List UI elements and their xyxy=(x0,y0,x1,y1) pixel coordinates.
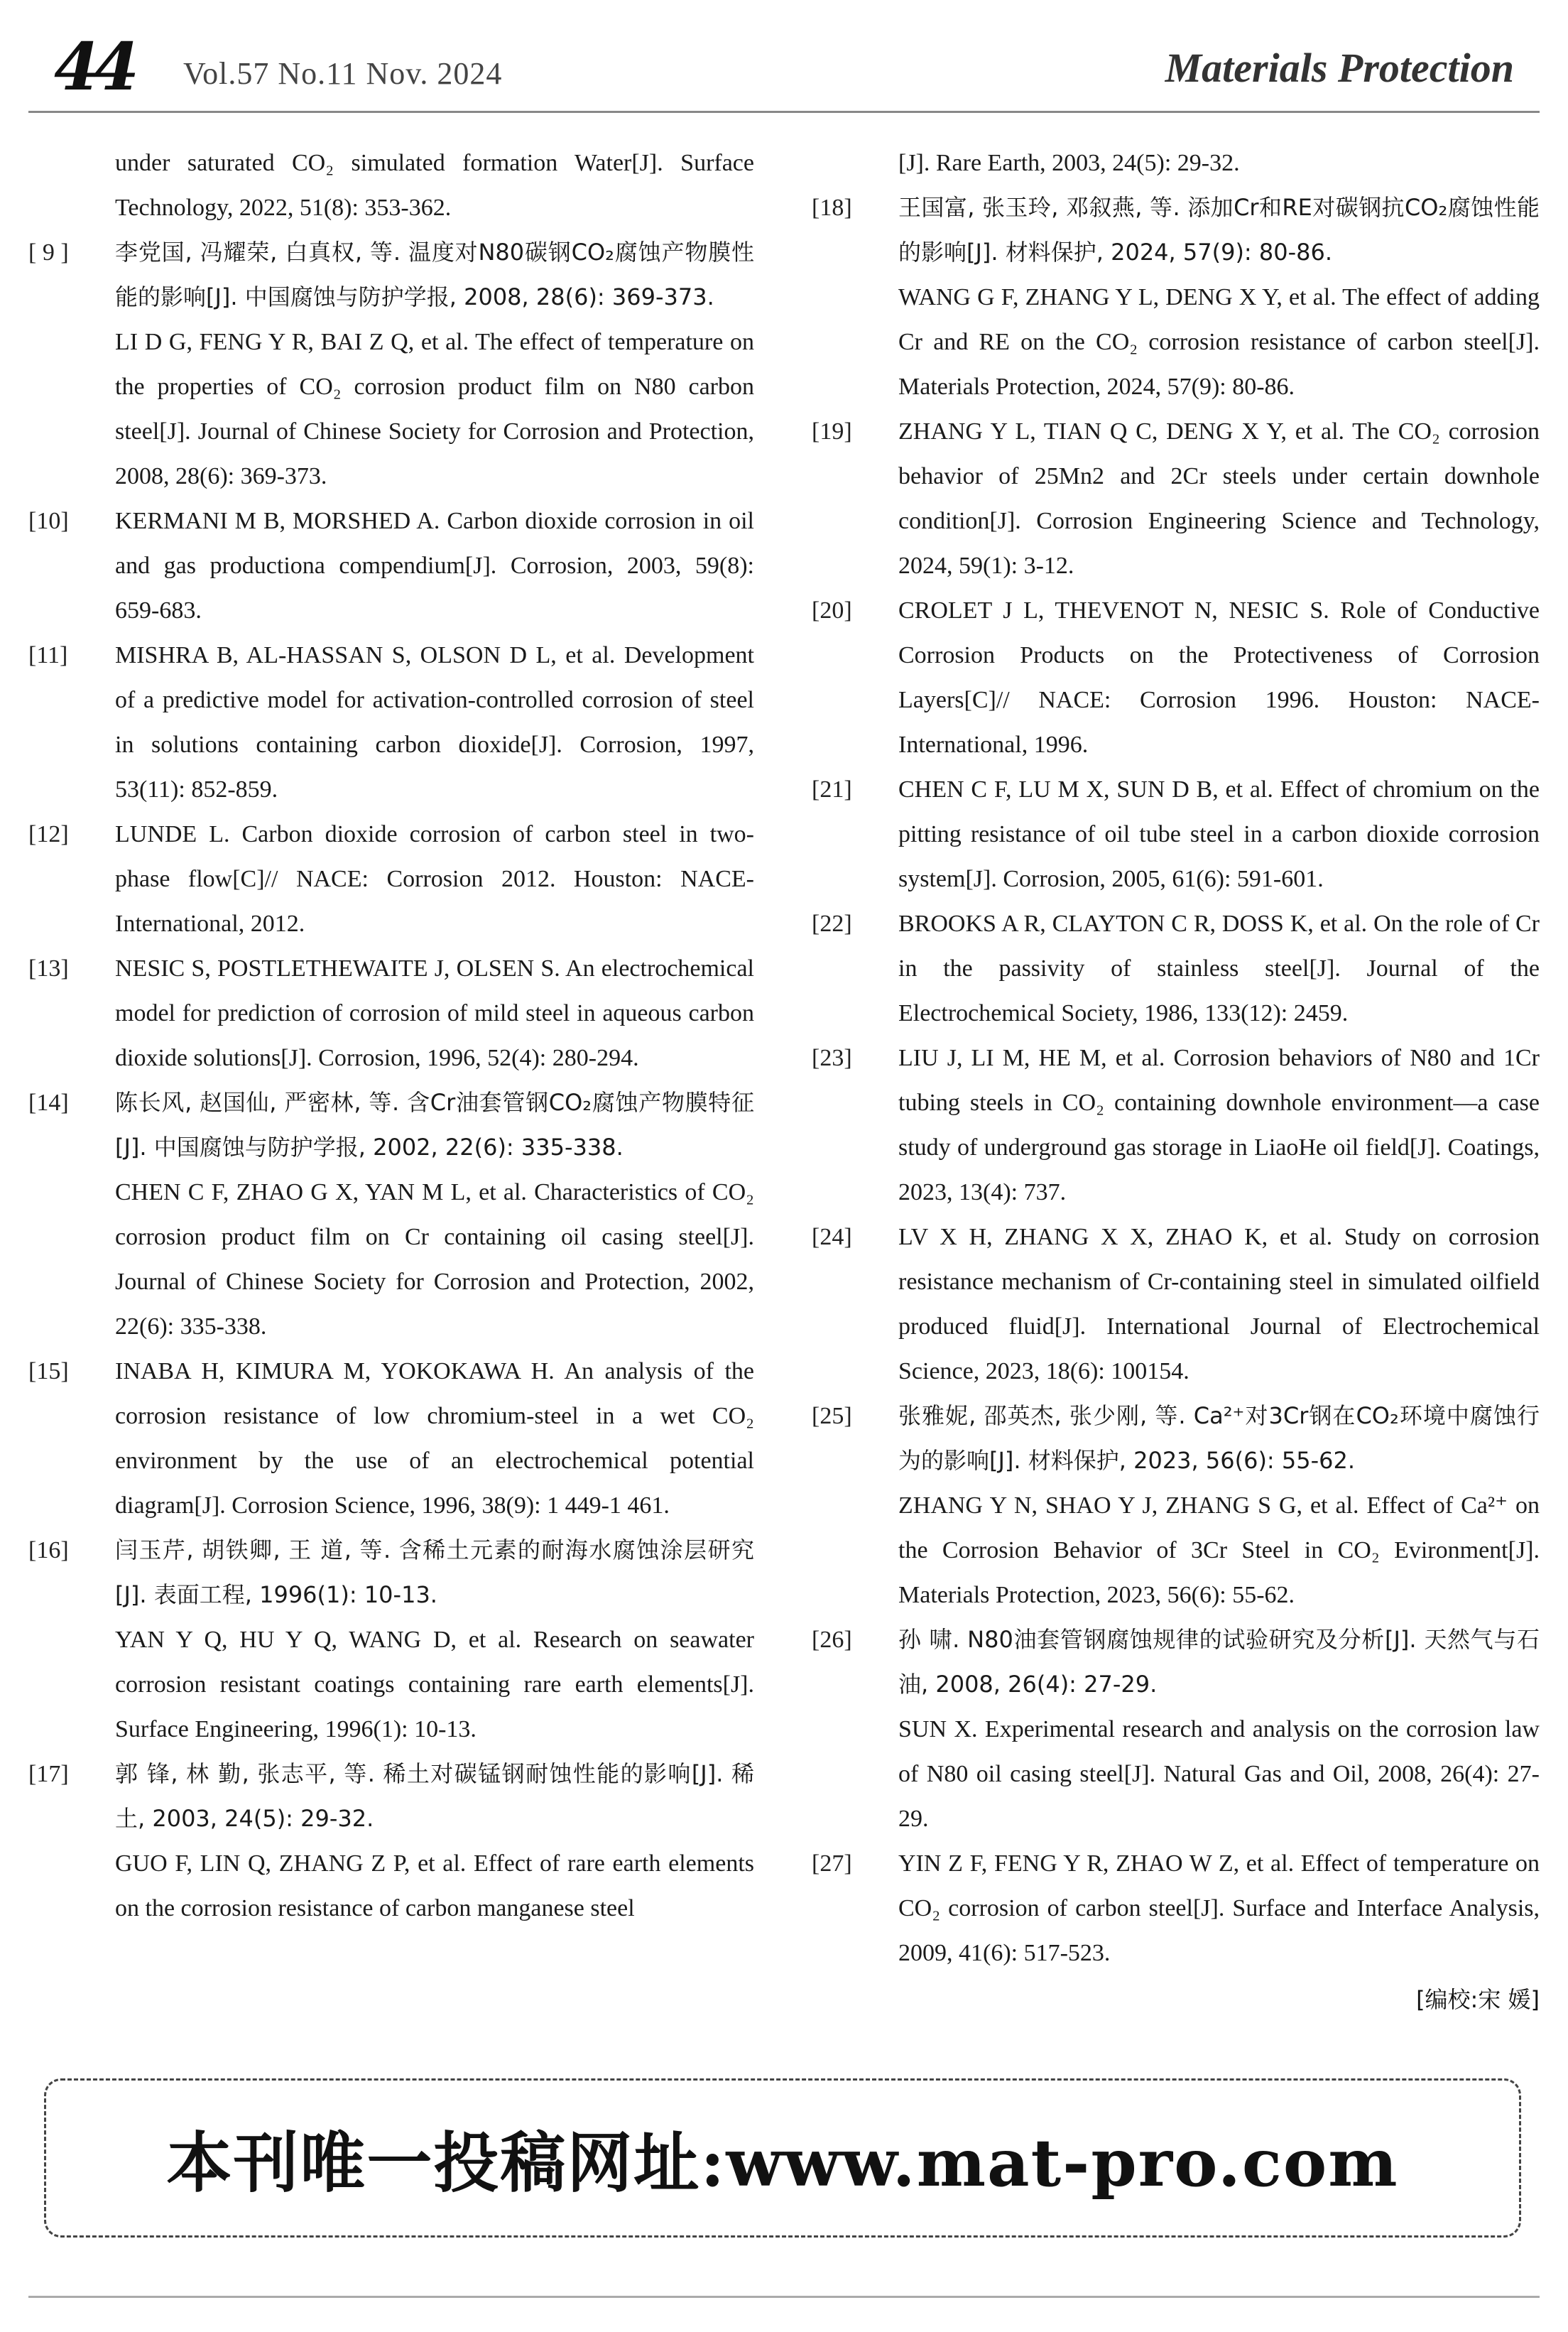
reference-text-english: YIN Z F, FENG Y R, ZHAO W Z, et al. Effect of temperature on CO₂ corrosion of carbon steel[J]. Surface and Interface Analysis, 2009, 41(6): 517-523. xyxy=(898,1850,1540,1966)
reference-entry xyxy=(812,1215,1540,1394)
reference-entry xyxy=(28,1528,754,1752)
reference-text-chinese: 张雅妮, 邵英杰, 张少刚, 等. Ca²⁺对3Cr钢在CO₂环境中腐蚀行为的影响[J]. 材料保护, 2023, 56(6): 55-62. xyxy=(898,1402,1540,1474)
reference-number: [17] xyxy=(28,1761,69,1787)
references-right-column xyxy=(812,141,1540,2021)
reference-text-chinese: 郭 锋, 林 勤, 张志平, 等. 稀土对碳锰钢耐蚀性能的影响[J]. 稀土, 2003, 24(5): 29-32. xyxy=(115,1760,754,1832)
reference-text-english: [J]. Rare Earth, 2003, 24(5): 29-32. xyxy=(898,150,1240,176)
issue-info: Vol.57 No.11 Nov. 2024 xyxy=(183,56,503,91)
header-divider xyxy=(28,111,1540,113)
reference-text-english: NESIC S, POSTLETHEWAITE J, OLSEN S. An electrochemical model for prediction of corrosion of mild steel in aqueous carbon dioxide solutions[J]. Corrosion, 1996, 52(4): 280-294. xyxy=(115,955,754,1071)
reference-text-chinese: 王国富, 张玉玲, 邓叙燕, 等. 添加Cr和RE对碳钢抗CO₂腐蚀性能的影响[J]. 材料保护, 2024, 57(9): 80-86. xyxy=(898,194,1540,266)
reference-number: [13] xyxy=(28,955,69,982)
reference-entry xyxy=(812,901,1540,1036)
reference-number: [23] xyxy=(812,1045,852,1071)
reference-text-english: SUN X. Experimental research and analysis on the corrosion law of N80 oil casing steel[J]. Natural Gas and Oil, 2008, 26(4): 27-29. xyxy=(898,1716,1540,1832)
reference-text-english: ZHANG Y L, TIAN Q C, DENG X Y, et al. The CO₂ corrosion behavior of 25Mn2 and 2Cr steels under certain downhole condition[J]. Corrosion Engineering Science and Technology, 2024, 59(1): 3-12. xyxy=(898,418,1540,579)
reference-number: [19] xyxy=(812,418,852,445)
reference-number: [11] xyxy=(28,642,68,668)
reference-text-english: MISHRA B, AL-HASSAN S, OLSON D L, et al. Development of a predictive model for activation-controlled corrosion of steel in solutions containing carbon dioxide[J]. Corrosion, 1997, 53(11): 852-859. xyxy=(115,642,754,803)
reference-text-english: LI D G, FENG Y R, BAI Z Q, et al. The effect of temperature on the properties of CO₂ corrosion product film on N80 carbon steel[J]. Journal of Chinese Society for Corrosion and Protection, 2008, 28(6): 369-373. xyxy=(115,329,754,489)
reference-entry xyxy=(28,499,754,633)
reference-number: [24] xyxy=(812,1224,852,1250)
right-reference-list xyxy=(812,141,1540,1975)
reference-number: [26] xyxy=(812,1627,852,1653)
footer-divider xyxy=(28,2296,1540,2298)
reference-entry xyxy=(28,946,754,1080)
reference-entry xyxy=(812,1036,1540,1215)
reference-text-english: ZHANG Y N, SHAO Y J, ZHANG S G, et al. Effect of Ca²⁺ on the Corrosion Behavior of 3Cr Steel in CO₂ Evironment[J]. Materials Protection, 2023, 56(6): 55-62. xyxy=(898,1492,1540,1608)
editor-note: [编校:宋 媛] xyxy=(1416,1986,1540,2013)
reference-text-english: BROOKS A R, CLAYTON C R, DOSS K, et al. On the role of Cr in the passivity of stainless steel[J]. Journal of the Electrochemical Society, 1986, 133(12): 2459. xyxy=(898,911,1540,1026)
reference-entry xyxy=(812,1617,1540,1841)
reference-entry xyxy=(812,1841,1540,1975)
reference-number: [10] xyxy=(28,508,69,534)
reference-number: [ 9 ] xyxy=(28,239,69,266)
reference-text-english: CHEN C F, LU M X, SUN D B, et al. Effect of chromium on the pitting resistance of oil tube steel in a carbon dioxide corrosion system[J]. Corrosion, 2005, 61(6): 591-601. xyxy=(898,776,1540,892)
references-left-column xyxy=(28,141,754,1931)
reference-entry xyxy=(28,230,754,499)
reference-text-english: LUNDE L. Carbon dioxide corrosion of carbon steel in two-phase flow[C]// NACE: Corrosion 2012. Houston: NACE-International, 2012. xyxy=(115,821,754,937)
reference-entry xyxy=(812,1394,1540,1617)
journal-name: Materials Protection xyxy=(1165,45,1514,91)
reference-number: [27] xyxy=(812,1850,852,1877)
reference-number: [21] xyxy=(812,776,852,803)
reference-text-chinese: 闫玉芹, 胡铁卿, 王 道, 等. 含稀土元素的耐海水腐蚀涂层研究[J]. 表面工程, 1996(1): 10-13. xyxy=(115,1536,754,1608)
reference-entry xyxy=(28,141,754,230)
reference-text-english: YAN Y Q, HU Y Q, WANG D, et al. Research on seawater corrosion resistant coatings containing rare earth elements[J]. Surface Engineering, 1996(1): 10-13. xyxy=(115,1627,754,1742)
reference-text-english: under saturated CO₂ simulated formation Water[J]. Surface Technology, 2022, 51(8): 353-362. xyxy=(115,150,754,221)
reference-number: [15] xyxy=(28,1358,69,1384)
reference-entry xyxy=(812,185,1540,409)
reference-text-english: KERMANI M B, MORSHED A. Carbon dioxide corrosion in oil and gas productiona compendium[J]. Corrosion, 2003, 59(8): 659-683. xyxy=(115,508,754,624)
reference-entry xyxy=(28,1080,754,1349)
submission-url-text: 本刊唯一投稿网址:www.mat-pro.com xyxy=(166,2125,1399,2201)
reference-text-chinese: 孙 啸. N80油套管钢腐蚀规律的试验研究及分析[J]. 天然气与石油, 2008, 26(4): 27-29. xyxy=(898,1626,1540,1698)
reference-text-chinese: 李党国, 冯耀荣, 白真权, 等. 温度对N80碳钢CO₂腐蚀产物膜性能的影响[J]. 中国腐蚀与防护学报, 2008, 28(6): 369-373. xyxy=(115,239,754,310)
reference-number: [20] xyxy=(812,597,852,624)
reference-entry xyxy=(28,633,754,812)
reference-entry xyxy=(812,141,1540,185)
reference-text-english: WANG G F, ZHANG Y L, DENG X Y, et al. The effect of adding Cr and RE on the CO₂ corrosion resistance of carbon steel[J]. Materials Protection, 2024, 57(9): 80-86. xyxy=(898,284,1540,400)
reference-number: [18] xyxy=(812,195,852,221)
reference-text-english: CHEN C F, ZHAO G X, YAN M L, et al. Characteristics of CO₂ corrosion product film on Cr containing oil casing steel[J]. Journal of Chinese Society for Corrosion and Protection, 2002, 22(6): 335-338. xyxy=(115,1179,754,1340)
submission-banner xyxy=(44,2078,1521,2238)
reference-text-english: LV X H, ZHANG X X, ZHAO K, et al. Study on corrosion resistance mechanism of Cr-containing steel in simulated oilfield produced fluid[J]. International Journal of Electrochemical Science, 2023, 18(6): 100154. xyxy=(898,1224,1540,1384)
reference-entry xyxy=(812,767,1540,901)
reference-number: [22] xyxy=(812,911,852,937)
reference-entry xyxy=(812,588,1540,767)
reference-text-english: INABA H, KIMURA M, YOKOKAWA H. An analysis of the corrosion resistance of low chromium-steel in a wet CO₂ environment by the use of an electrochemical potential diagram[J]. Corrosion Science, 1996, 38(9): 1 449-1 461. xyxy=(115,1358,754,1519)
reference-text-english: CROLET J L, THEVENOT N, NESIC S. Role of Conductive Corrosion Products on the Protectiveness of Corrosion Layers[C]// NACE: Corrosion 1996. Houston: NACE-International, 1996. xyxy=(898,597,1540,758)
reference-text-chinese: 陈长风, 赵国仙, 严密林, 等. 含Cr油套管钢CO₂腐蚀产物膜特征[J]. 中国腐蚀与防护学报, 2002, 22(6): 335-338. xyxy=(115,1089,754,1161)
page-header xyxy=(0,0,1568,107)
reference-entry xyxy=(812,409,1540,588)
reference-number: [14] xyxy=(28,1090,69,1116)
reference-entry xyxy=(28,1349,754,1528)
reference-text-english: GUO F, LIN Q, ZHANG Z P, et al. Effect of rare earth elements on the corrosion resistance of carbon manganese steel xyxy=(115,1850,754,1921)
reference-number: [25] xyxy=(812,1403,852,1429)
reference-text-english: LIU J, LI M, HE M, et al. Corrosion behaviors of N80 and 1Cr tubing steels in CO₂ containing downhole environment—a case study of underground gas storage in LiaoHe oil field[J]. Coatings, 2023, 13(4): 737. xyxy=(898,1045,1540,1205)
reference-entry xyxy=(28,812,754,946)
reference-number: [16] xyxy=(28,1537,69,1563)
reference-number: [12] xyxy=(28,821,69,847)
page-number: 44 xyxy=(54,28,134,105)
reference-entry xyxy=(28,1752,754,1931)
